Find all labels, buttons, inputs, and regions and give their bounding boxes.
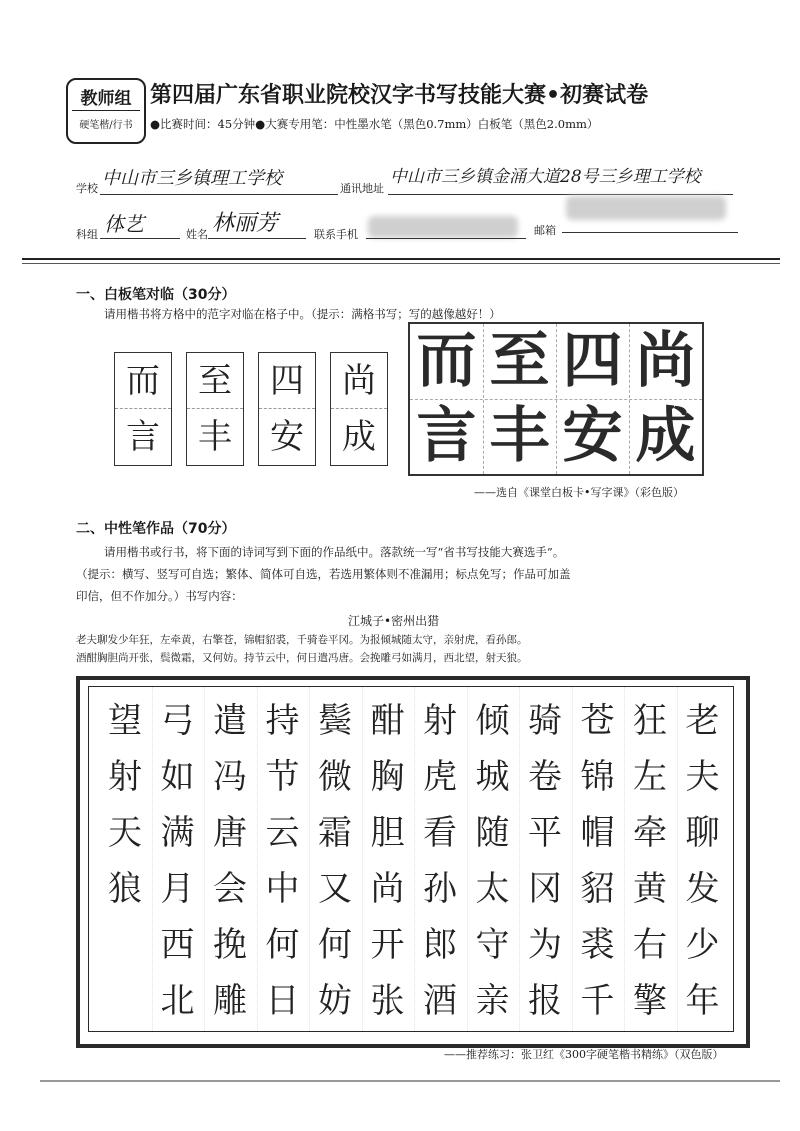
practice-char: 尚 (342, 361, 376, 401)
practice-char: 四 (270, 361, 304, 401)
exam-title: 第四届广东省职业院校汉字书写技能大赛•初赛试卷 (150, 83, 649, 108)
poem-title: 江城子•密州出猎 (348, 614, 440, 628)
handwritten-char: 挽 (213, 925, 247, 965)
handwritten-char: 冯 (213, 757, 247, 797)
section2-instruction-2: （提示：横写、竖写可自选；繁体、简体可自选，若选用繁体则不准漏用；标点免写；作品可加盖 (76, 567, 571, 581)
handwritten-char: 守 (475, 925, 510, 965)
practice-char: 至 (198, 361, 232, 401)
handwritten-char: 持 (265, 701, 300, 741)
practice-char: 成 (342, 417, 376, 457)
handwritten-char: 鬓 (318, 701, 352, 741)
handwritten-char: 遣 (213, 701, 247, 741)
handwritten-char: 黄 (633, 869, 667, 909)
practice-char: 言 (126, 417, 160, 457)
handwritten-char: 弓 (160, 701, 195, 741)
handwritten-char: 天 (108, 813, 142, 853)
handwritten-char: 如 (160, 757, 195, 797)
badge-divider (72, 110, 140, 111)
model-char: 至 (489, 326, 550, 396)
model-char: 成 (635, 401, 696, 471)
practice-box-1[interactable] (114, 352, 172, 466)
model-char: 丰 (489, 401, 550, 471)
handwritten-char: 射 (108, 757, 142, 797)
handwritten-char: 胆 (370, 813, 405, 853)
handwritten-char: 满 (160, 813, 195, 853)
worksheet-writing-area[interactable] (88, 686, 734, 1032)
poem-line-1: 老夫聊发少年狂，左牵黄，右擎苍，锦帽貂裘，千骑卷平冈。为报倾城随太守，亲射虎，看孙郎。 (76, 634, 528, 646)
subject-value[interactable]: 体艺 (104, 212, 144, 236)
handwritten-char: 老 (685, 701, 720, 741)
section2-instruction-3: 印信，但不作加分。）书写内容： (76, 589, 243, 603)
handwritten-char: 西 (160, 925, 195, 965)
school-line (100, 194, 338, 195)
handwritten-char: 聊 (685, 813, 720, 853)
school-label: 学校 (76, 182, 98, 195)
handwritten-char: 酒 (423, 981, 457, 1021)
address-value[interactable]: 中山市三乡镇金涌大道28号三乡理工学校 (390, 167, 701, 187)
model-char: 四 (562, 326, 623, 396)
handwritten-char: 为 (528, 925, 562, 965)
group-badge (66, 78, 146, 144)
address-label: 通讯地址 (340, 182, 384, 195)
email-label: 邮箱 (534, 224, 556, 237)
handwritten-char: 北 (160, 981, 195, 1021)
practice-box-3[interactable] (258, 352, 316, 466)
header-divider (22, 258, 780, 260)
school-value[interactable]: 中山市三乡镇理工学校 (102, 168, 282, 189)
exam-rules: ●比赛时间：45分钟●大赛专用笔：中性墨水笔（黑色0.7mm）白板笔（黑色2.0mm） (150, 117, 599, 131)
handwritten-char: 报 (528, 981, 562, 1021)
handwritten-char: 虎 (423, 757, 457, 797)
section2-caption: ——推荐练习：张卫红《300字硬笔楷书精练》（双色版） (444, 1048, 724, 1061)
handwritten-char: 锦 (580, 757, 615, 797)
handwritten-char: 中 (265, 869, 300, 909)
handwritten-char: 节 (265, 757, 300, 797)
handwritten-char: 帽 (580, 813, 615, 853)
section2-title: 二、中性笔作品（70分） (76, 521, 236, 537)
section2-instruction-1: 请用楷书或行书，将下面的诗词写到下面的作品纸中。落款统一写“省书写技能大赛选手”。 (104, 545, 565, 559)
handwritten-char: 云 (265, 813, 300, 853)
phone-redacted (368, 216, 518, 238)
practice-char: 安 (270, 417, 304, 457)
badge-subtitle: 硬笔楷/行书 (79, 120, 133, 131)
model-char: 言 (416, 401, 477, 471)
email-redacted (566, 196, 726, 220)
badge-title: 教师组 (80, 89, 132, 109)
handwritten-char: 雕 (213, 981, 247, 1021)
phone-label: 联系手机 (314, 228, 358, 241)
model-char: 而 (416, 326, 477, 396)
handwritten-char: 望 (108, 701, 142, 741)
handwritten-char: 何 (318, 925, 352, 965)
model-char: 安 (562, 401, 623, 471)
handwritten-char: 开 (370, 925, 405, 965)
handwritten-char: 微 (318, 757, 352, 797)
practice-char: 丰 (198, 417, 232, 457)
handwritten-char: 倾 (475, 701, 510, 741)
subject-label: 科组 (76, 228, 98, 241)
handwritten-char: 平 (528, 813, 562, 853)
handwritten-char: 冈 (528, 869, 562, 909)
handwritten-char: 孙 (423, 869, 457, 909)
section1-title: 一、白板笔对临（30分） (76, 287, 236, 303)
handwritten-char: 尚 (370, 869, 405, 909)
name-label: 姓名 (186, 228, 208, 241)
handwritten-char: 月 (160, 869, 195, 909)
section1-instruction: 请用楷书将方格中的范字对临在格子中。（提示：满格书写；写的越像越好！） (104, 307, 501, 321)
handwritten-char: 右 (633, 925, 667, 965)
address-line (388, 194, 733, 195)
phone-line (366, 238, 526, 239)
handwritten-char: 亲 (475, 981, 510, 1021)
handwritten-char: 何 (265, 925, 300, 965)
handwritten-char: 狂 (633, 701, 667, 741)
handwritten-char: 貂 (580, 869, 615, 909)
handwritten-char: 看 (423, 813, 457, 853)
handwritten-char: 又 (318, 869, 352, 909)
handwritten-char: 发 (685, 869, 720, 909)
handwritten-char: 郎 (423, 925, 457, 965)
model-char: 尚 (635, 326, 696, 396)
handwritten-char: 苍 (580, 701, 615, 741)
model-character-grid (408, 322, 704, 476)
handwritten-char: 牵 (633, 813, 667, 853)
handwritten-char: 妨 (318, 981, 352, 1021)
handwritten-char: 骑 (528, 701, 562, 741)
handwritten-char: 左 (633, 757, 667, 797)
handwritten-char: 酣 (370, 701, 405, 741)
poem-line-2: 酒酣胸胆尚开张，鬓微霜，又何妨。持节云中，何日遣冯唐。会挽雕弓如满月，西北望，射天狼。 (76, 652, 528, 664)
practice-box-2[interactable] (186, 352, 244, 466)
handwritten-char: 年 (685, 981, 720, 1021)
handwritten-char: 狼 (108, 869, 142, 909)
section1-caption: ——选自《课堂白板卡•写字课》（彩色版） (474, 486, 684, 499)
name-value[interactable]: 林丽芳 (212, 211, 279, 236)
handwritten-char: 城 (475, 757, 510, 797)
handwritten-char: 随 (475, 813, 510, 853)
email-line (562, 232, 738, 233)
handwritten-char: 千 (580, 981, 615, 1021)
practice-box-4[interactable] (330, 352, 388, 466)
handwritten-char: 裘 (580, 925, 615, 965)
subject-line (100, 238, 180, 239)
practice-char: 而 (126, 361, 160, 401)
handwritten-char: 霜 (318, 813, 352, 853)
handwritten-char: 夫 (685, 757, 720, 797)
page-bottom-rule (40, 1080, 780, 1082)
handwritten-char: 少 (685, 925, 720, 965)
handwritten-char: 张 (370, 981, 405, 1021)
handwritten-char: 卷 (528, 757, 562, 797)
name-line (208, 238, 306, 239)
handwritten-char: 日 (265, 981, 300, 1021)
handwritten-char: 胸 (370, 757, 405, 797)
handwritten-char: 擎 (633, 981, 667, 1021)
handwritten-char: 唐 (213, 813, 247, 853)
handwritten-char: 太 (475, 869, 510, 909)
handwritten-char: 会 (213, 869, 247, 909)
handwritten-char: 射 (423, 701, 457, 741)
header-divider-thin (22, 263, 780, 264)
